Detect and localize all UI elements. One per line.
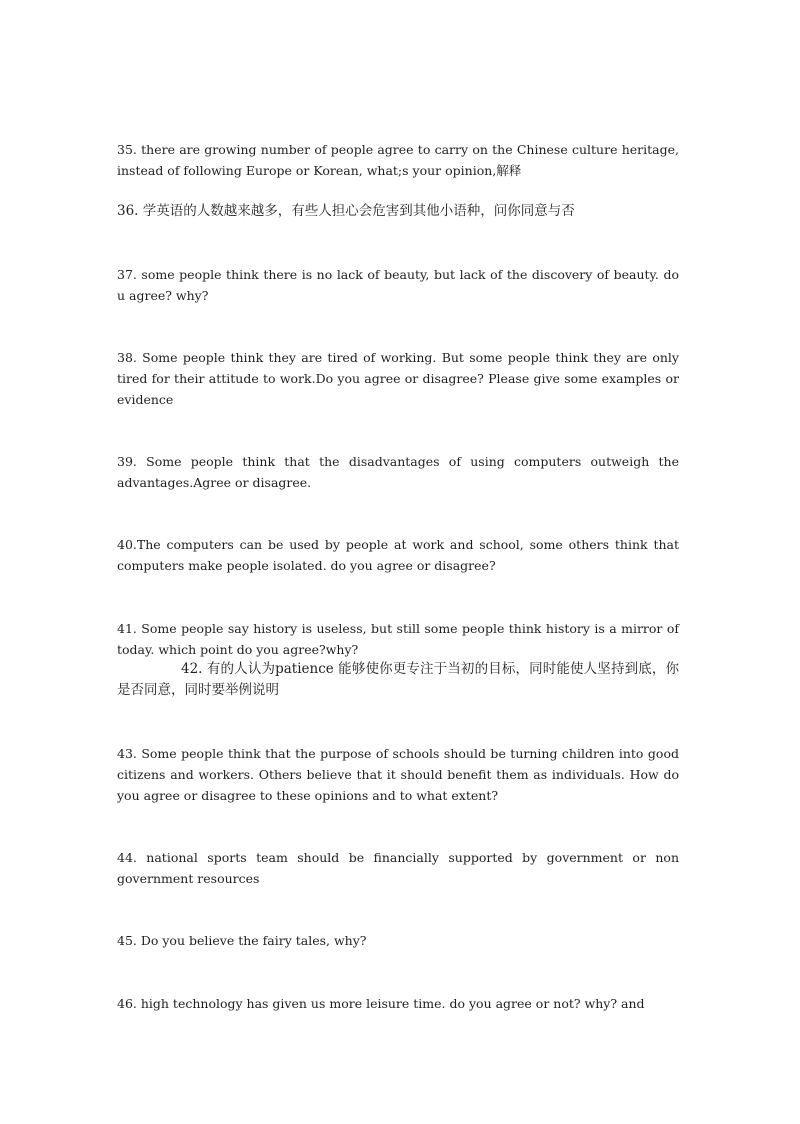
question-36: 36. 学英语的人数越来越多，有些人担心会危害到其他小语种，问你同意与否 <box>117 203 575 219</box>
question-43: 43. Some people think that the purpose of schools should be turning children into good citizens and workers. Others believe that it should benefit them as individuals. How do you agree or disagree to these opinions and to what extent? <box>117 746 679 803</box>
question-44: 44. national sports team should be financially supported by government or non government resources <box>117 850 679 886</box>
question-35: 35. there are growing number of people agree to carry on the Chinese culture heritage, instead of following Europe or Korean, what;s your opinion,解释 <box>117 142 679 178</box>
question-46: 46. high technology has given us more leisure time. do you agree or not? why? and <box>117 996 645 1011</box>
question-41: 41. Some people say history is useless, but still some people think history is a mirror of today. which point do you agree?why? <box>117 621 679 657</box>
question-37: 37. some people think there is no lack of beauty, but lack of the discovery of beauty. do u agree? why? <box>117 267 679 303</box>
question-40: 40.The computers can be used by people at work and school, some others think that computers make people isolated. do you agree or disagree? <box>117 537 679 573</box>
question-45: 45. Do you believe the fairy tales, why? <box>117 933 367 948</box>
question-38: 38. Some people think they are tired of working. But some people think they are only tired for their attitude to work.Do you agree or disagree? Please give some examples or evidence <box>117 350 679 407</box>
question-42: 42. 有的人认为patience 能够使你更专注于当初的目标，同时能使人坚持到底，你是否同意，同时要举例说明 <box>117 661 679 698</box>
question-39: 39. Some people think that the disadvantages of using computers outweigh the advantages.Agree or disagree. <box>117 454 679 490</box>
